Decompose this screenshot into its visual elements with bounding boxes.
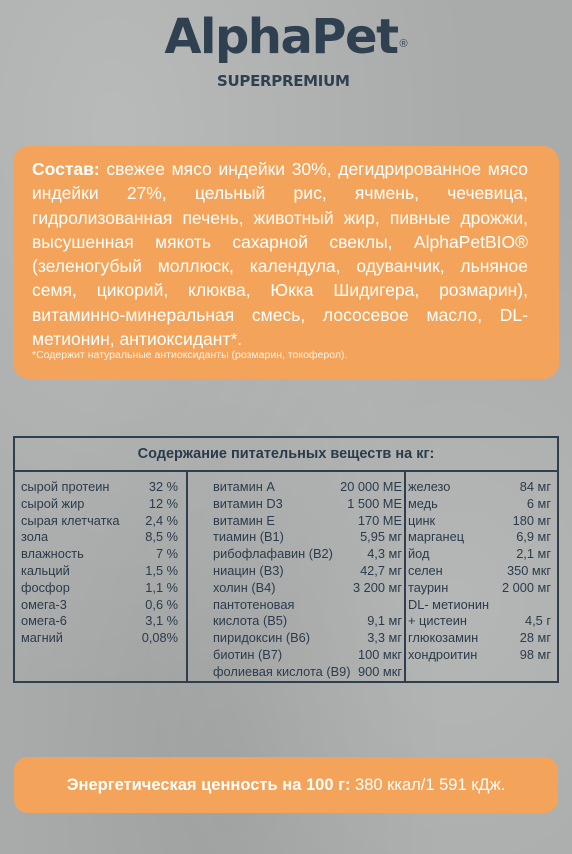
composition-text (32, 157, 528, 351)
nutrient-name: цинк (408, 512, 436, 528)
nutrient-value: 0,08% (141, 630, 178, 646)
nutrient-row (213, 630, 402, 647)
composition-body: свежее мясо индейки 30%, дегидрированное мясо индейки 27%, цельный рис, ячмень, чечевица, гидролизованная печень, животный жир, пивные дрожжи, высушенная мякоть сахарной свеклы, AlphaPetBIO® (зеленогубый моллюск, календула, одуванчик, льняное семя, цикорий, клюква, Юкка Шидигера, розмарин), витаминно-минеральная смесь, лососевое масло, DL-метионин, антиоксидант*. (32, 159, 528, 350)
nutrient-name: селен (408, 562, 443, 578)
nutrient-name: таурин (408, 579, 449, 595)
nutrient-row (21, 529, 178, 546)
nutrient-name: холин (B4) (213, 579, 276, 595)
nutrient-name: марганец (408, 529, 465, 545)
brand-subtitle: SUPERPREMIUM (217, 72, 350, 90)
nutrient-row (21, 546, 178, 563)
nutrient-name: сырой протеин (21, 479, 110, 494)
nutrient-value: 900 мкг (358, 663, 402, 679)
nutrient-name: сырая клетчатка (21, 512, 120, 528)
nutrient-row (213, 613, 402, 630)
nutrient-value: 0,6 % (145, 596, 178, 612)
nutrient-row (21, 496, 178, 513)
nutrient-row (21, 613, 178, 630)
nutrient-name: железо (408, 479, 451, 494)
antioxidant-footnote: *Содержит натуральные антиоксиданты (розмарин, токоферол). (32, 349, 348, 361)
nutrient-row (213, 580, 402, 597)
nutrient-name: зола (21, 529, 49, 545)
nutrient-name: глюкозамин (408, 630, 479, 646)
vitamin-column (213, 479, 402, 681)
nutrient-row (213, 597, 402, 614)
column-divider (404, 470, 406, 683)
nutrient-name: ниацин (B3) (213, 562, 284, 578)
nutrient-row (21, 597, 178, 614)
nutrient-value: 7 % (155, 546, 178, 562)
nutrient-row (21, 513, 178, 530)
nutrient-value: 180 мг (512, 512, 551, 528)
nutrient-value: 4,3 мг (367, 546, 402, 562)
nutrient-value: 3 200 мг (352, 579, 402, 595)
registered-mark: ® (399, 37, 408, 50)
nutrient-row (408, 479, 551, 496)
nutrient-name: тиамин (B1) (213, 529, 284, 545)
composition-label: Состав: (32, 159, 100, 179)
nutrient-row (21, 563, 178, 580)
nutrient-name: кислота (B5) (213, 613, 288, 629)
nutrient-row (408, 529, 551, 546)
nutrient-value: 20 000 МЕ (340, 479, 402, 494)
nutrient-name: сырой жир (21, 495, 85, 511)
nutrient-name: кальций (21, 562, 70, 578)
nutrient-value: 1,1 % (145, 579, 178, 595)
nutrient-name: пантотеновая (213, 596, 295, 612)
nutrient-value: 170 МЕ (357, 512, 402, 528)
nutrient-value: 84 мг (519, 479, 551, 494)
nutrient-value: 2,4 % (145, 512, 178, 528)
nutrient-row (408, 496, 551, 513)
nutrient-value: 4,5 г (524, 613, 551, 629)
nutrient-value: 98 мг (519, 646, 551, 662)
nutrient-row (408, 546, 551, 563)
nutrient-value: 5,95 мг (360, 529, 402, 545)
nutrient-value: 6 мг (526, 495, 551, 511)
nutrient-row (213, 647, 402, 664)
nutrient-value: 2 000 мг (501, 579, 551, 595)
nutrient-table-header: Содержание питательных веществ на кг: (15, 438, 557, 472)
nutrient-name: пиридоксин (B6) (213, 630, 311, 646)
nutrient-row (408, 630, 551, 647)
nutrient-value: 12 % (148, 495, 178, 511)
nutrient-value: 42,7 мг (360, 562, 402, 578)
nutrient-name: омега-3 (21, 596, 67, 612)
nutrient-value: 2,1 мг (516, 546, 551, 562)
energy-label: Энергетическая ценность на 100 г: (66, 776, 351, 794)
nutrient-name: йод (408, 546, 430, 562)
nutrient-value: 3,3 мг (367, 630, 402, 646)
brand-logo (0, 8, 572, 66)
nutrient-row (408, 513, 551, 530)
nutrient-value: 8,5 % (145, 529, 178, 545)
nutrient-name: магний (21, 630, 63, 646)
nutrient-value: 9,1 мг (367, 613, 402, 629)
energy-value-banner (14, 757, 558, 813)
nutrient-name: фосфор (21, 579, 70, 595)
nutrient-row (21, 630, 178, 647)
nutrient-row (408, 647, 551, 664)
nutrient-value: 32 % (148, 479, 178, 494)
mineral-column (408, 479, 551, 664)
nutrient-name: биотин (B7) (213, 646, 283, 662)
nutrient-value: 3,1 % (145, 613, 178, 629)
nutrient-value: 6,9 мг (516, 529, 551, 545)
nutrient-name: фолиевая кислота (B9) (213, 663, 351, 679)
nutrient-row (213, 479, 402, 496)
macronutrient-column (21, 479, 178, 647)
nutrient-value: 1,5 % (145, 562, 178, 578)
nutrient-value: 1 500 МЕ (347, 495, 402, 511)
energy-value: 380 ккал/1 591 кДж. (350, 776, 506, 794)
nutrient-row (213, 546, 402, 563)
nutrient-row (213, 496, 402, 513)
nutrient-row (213, 563, 402, 580)
nutrient-row (213, 513, 402, 530)
nutrient-value: 28 мг (519, 630, 551, 646)
brand-name: AlphaPet (164, 9, 398, 65)
nutrient-name: витамин E (213, 512, 275, 528)
nutrient-row (21, 479, 178, 496)
nutrient-row (408, 613, 551, 630)
nutrient-name: DL- метионин (408, 596, 490, 612)
nutrient-name: хондроитин (408, 646, 478, 662)
nutrient-value: 350 мкг (507, 562, 551, 578)
nutrient-row (21, 580, 178, 597)
nutrient-row (213, 664, 402, 681)
column-divider (186, 470, 188, 683)
nutrient-name: рибофлафавин (B2) (213, 546, 333, 562)
nutrient-name: медь (408, 495, 438, 511)
nutrient-name: влажность (21, 546, 84, 562)
nutrient-name: + цистеин (408, 613, 467, 629)
nutrient-value: 100 мкг (358, 646, 402, 662)
nutrient-name: омега-6 (21, 613, 67, 629)
nutrient-row (213, 529, 402, 546)
nutrient-row (408, 580, 551, 597)
nutrient-name: витамин D3 (213, 495, 283, 511)
nutrient-row (408, 597, 551, 614)
nutrient-name: витамин A (213, 479, 275, 494)
nutrient-row (408, 563, 551, 580)
